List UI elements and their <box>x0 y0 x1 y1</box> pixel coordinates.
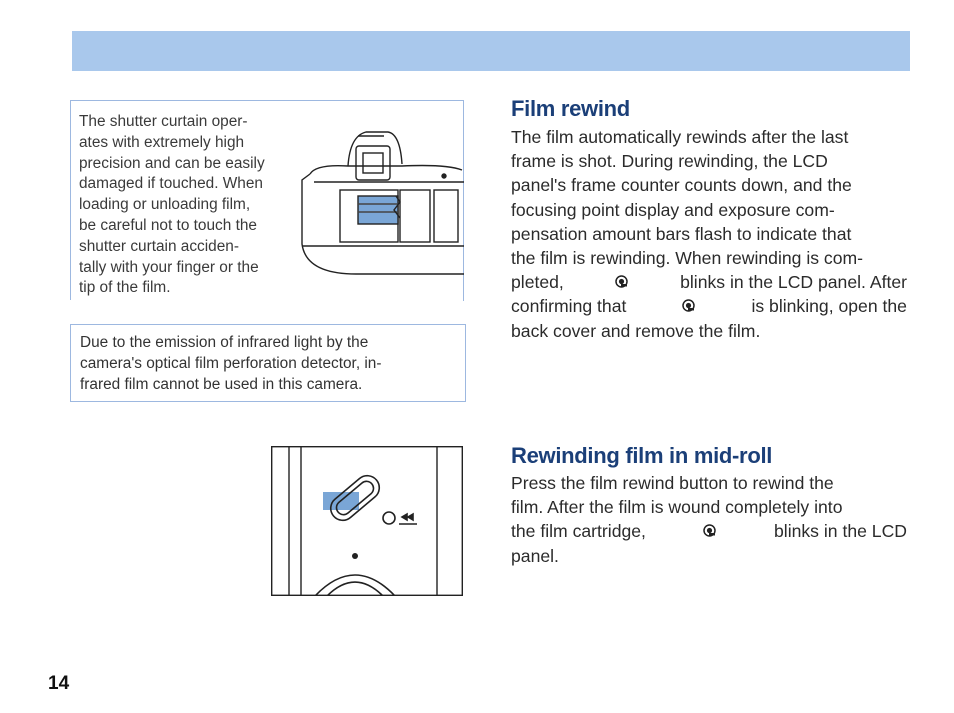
film-cartridge-icon <box>703 524 716 537</box>
body-line <box>511 270 907 294</box>
body-line <box>511 519 907 543</box>
note-line: tally with your finger or the <box>79 258 259 276</box>
body-line: pensation amount bars flash to indicate that <box>511 223 852 244</box>
line-part: blinks in the LCD panel. After <box>680 272 907 293</box>
body-line <box>511 294 907 318</box>
note-line: The shutter curtain oper- <box>79 113 248 130</box>
body-line: panel's frame counter counts down, and the <box>511 175 852 196</box>
body-line: frame is shot. During rewinding, the LCD <box>511 151 828 172</box>
line-part: pleted, <box>511 272 564 293</box>
line-part: blinks in the LCD <box>774 521 907 542</box>
line-part: the film cartridge, <box>511 521 646 542</box>
page-number: 14 <box>48 673 70 694</box>
header-color-band <box>72 31 910 71</box>
line-part: confirming that <box>511 296 627 317</box>
body-line: film. After the film is wound completely into <box>511 497 843 518</box>
mid-roll-body <box>511 471 907 568</box>
body-line: focusing point display and exposure com- <box>511 199 835 220</box>
note-line: tip of the film. <box>79 279 171 297</box>
shutter-note-text <box>79 112 299 299</box>
camera-back-illustration <box>296 124 464 284</box>
body-line: The film automatically rewinds after the last <box>511 127 849 147</box>
note-line: damaged if touched. When <box>79 175 263 193</box>
infrared-warning-text <box>80 332 452 395</box>
warning-line: frared film cannot be used in this camera. <box>80 376 363 393</box>
line-part: is blinking, open the <box>751 296 907 317</box>
body-line: the film is rewinding. When rewinding is com- <box>511 248 864 269</box>
warning-line: Due to the emission of infrared light by the <box>80 334 369 351</box>
film-rewind-body <box>511 125 907 343</box>
note-line: shutter curtain acciden- <box>79 237 239 255</box>
film-cartridge-icon <box>682 299 695 312</box>
note-line: loading or unloading film, <box>79 196 251 214</box>
film-cartridge-icon <box>615 275 628 288</box>
rewind-button-illustration <box>271 446 463 596</box>
note-line: ates with extremely high <box>79 133 245 151</box>
note-line: precision and can be easily <box>79 154 265 172</box>
note-line: be careful not to touch the <box>79 216 257 234</box>
mid-roll-heading: Rewinding film in mid-roll <box>511 443 773 468</box>
film-rewind-heading: Film rewind <box>511 96 630 121</box>
body-line: panel. <box>511 545 559 566</box>
body-line: Press the film rewind button to rewind the <box>511 473 834 493</box>
warning-line: camera's optical film perforation detector, in- <box>80 355 382 372</box>
body-line: back cover and remove the film. <box>511 320 761 341</box>
